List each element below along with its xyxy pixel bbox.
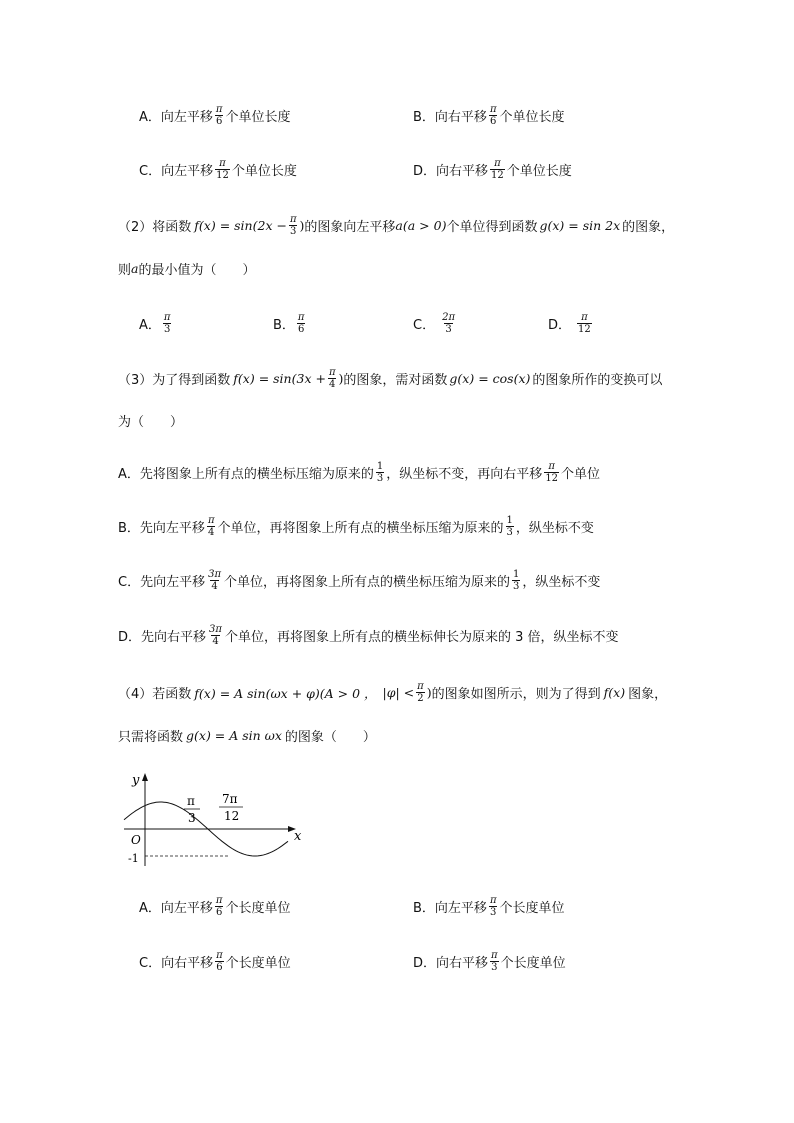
stem-text: 个单位得到函数 xyxy=(446,220,538,235)
q4-option-a[interactable] xyxy=(139,895,291,918)
function-g: g(x) = A sin ωx xyxy=(186,728,282,743)
option-letter: A． xyxy=(118,467,140,482)
stem-text: 为（ ） xyxy=(118,415,184,430)
fraction: $\frac{\pi}{6}$ xyxy=(215,104,223,127)
fraction: $\frac{\pi}{3}$ xyxy=(163,312,171,335)
option-text: 个单位 xyxy=(561,467,601,482)
stem-text: 的图象如图所示，则为了得到 xyxy=(431,687,601,702)
tick2-num: 7π xyxy=(222,792,238,806)
option-text: 个单位，再将图象上所有点的横坐标伸长为原来的 3 倍，纵坐标不变 xyxy=(224,630,619,645)
option-letter: B． xyxy=(273,318,295,333)
q3-option-d[interactable] xyxy=(118,624,619,647)
stem-text: 为了得到函数 xyxy=(152,373,231,388)
stem-text: 的图象， xyxy=(622,220,675,235)
q1-option-d[interactable] xyxy=(413,158,572,181)
option-text: 个长度单位 xyxy=(500,956,566,971)
q1-option-a[interactable] xyxy=(139,104,291,127)
question-number: （2） xyxy=(118,220,153,235)
option-text: 向右平移 xyxy=(436,164,489,179)
fraction: $\frac{2\pi}{3}$ xyxy=(442,312,456,335)
question-number: （4） xyxy=(118,687,153,702)
option-text: 个单位长度 xyxy=(506,164,572,179)
option-text: 个长度单位 xyxy=(225,956,291,971)
stem-text: 的图象向左平移 xyxy=(304,220,396,235)
function-f: f(x) = sin(2x − xyxy=(194,218,287,233)
option-text: 先向左平移 xyxy=(139,521,205,536)
option-text: ，纵坐标不变 xyxy=(515,521,594,536)
stem-text: 则 xyxy=(118,263,132,278)
stem-text: 的图象所作的变换可以 xyxy=(532,373,663,388)
option-text: 个长度单位 xyxy=(225,901,291,916)
stem-text: 图象， xyxy=(628,687,668,702)
y-label: y xyxy=(132,773,140,788)
q2-option-d[interactable] xyxy=(548,312,594,335)
q4-stem-line2 xyxy=(118,726,376,745)
variable-a: a xyxy=(131,261,139,276)
fraction: $\frac{3\pi}{4}$ xyxy=(208,569,222,592)
fraction: $\frac{\pi}{3}$ xyxy=(289,214,297,237)
option-text: 向右平移 xyxy=(434,110,487,125)
fraction: $\frac{1}{3}$ xyxy=(506,515,513,538)
q2-stem-line2 xyxy=(118,259,255,278)
q3-option-a[interactable] xyxy=(118,461,600,484)
q1-option-b[interactable] xyxy=(413,104,565,127)
option-letter: B． xyxy=(413,110,435,125)
option-text: ，纵坐标不变，再向右平移 xyxy=(386,467,543,482)
option-letter: A． xyxy=(139,318,161,333)
fraction: $\frac{\pi}{4}$ xyxy=(328,367,336,390)
stem-text: 的图象（ ） xyxy=(284,730,376,745)
fraction: $\frac{1}{3}$ xyxy=(513,569,520,592)
tick2-den: 12 xyxy=(224,809,240,823)
q4-stem-line1 xyxy=(118,681,667,704)
fraction: $\frac{1}{3}$ xyxy=(376,461,384,484)
option-text: 先将图象上所有点的横坐标压缩为原来的 xyxy=(139,467,374,482)
stem-text: 若函数 xyxy=(152,687,192,702)
stem-text: 将函数 xyxy=(152,220,192,235)
stem-text: 只需将函数 xyxy=(118,730,184,745)
y-axis-arrow xyxy=(142,773,148,781)
phi-condition: |φ| < xyxy=(382,685,415,700)
fraction: $\frac{3\pi}{4}$ xyxy=(209,624,222,647)
option-letter: C． xyxy=(413,318,436,333)
fraction: $\frac{\pi}{3}$ xyxy=(491,950,498,973)
function-f: f(x) = sin(3x + xyxy=(233,371,326,386)
q3-option-b[interactable] xyxy=(118,515,594,538)
option-text: ，纵坐标不变 xyxy=(522,575,601,590)
q4-option-b[interactable] xyxy=(413,895,565,918)
fraction: $\frac{\pi}{12}$ xyxy=(545,461,559,484)
option-letter: C． xyxy=(118,575,141,590)
stem-text: 的图象，需对函数 xyxy=(343,373,448,388)
option-text: 个单位长度 xyxy=(231,164,297,179)
fraction: $\frac{\pi}{6}$ xyxy=(297,312,305,335)
fraction: $\frac{\pi}{6}$ xyxy=(489,104,497,127)
a-condition: a(a > 0) xyxy=(395,218,447,233)
q4-option-d[interactable] xyxy=(413,950,566,973)
option-letter: D． xyxy=(548,318,572,333)
fraction: $\frac{\pi}{12}$ xyxy=(491,158,504,181)
option-text: 向左平移 xyxy=(160,110,213,125)
option-letter: A． xyxy=(139,110,161,125)
q4-option-c[interactable] xyxy=(139,950,291,973)
q2-option-c[interactable] xyxy=(413,312,458,335)
fraction: $\frac{\pi}{4}$ xyxy=(207,515,215,538)
function-f-ref: f(x) xyxy=(603,685,626,700)
min-label: -1 xyxy=(128,852,139,865)
q1-option-c[interactable] xyxy=(139,158,297,181)
option-letter: D． xyxy=(413,164,437,179)
option-letter: D． xyxy=(413,956,437,971)
q3-stem-line1 xyxy=(118,367,662,390)
q3-option-c[interactable] xyxy=(118,569,600,592)
stem-text: 的最小值为（ ） xyxy=(138,263,256,278)
option-text: 个单位，再将图象上所有点的横坐标压缩为原来的 xyxy=(224,575,511,590)
function-g: g(x) = sin 2x xyxy=(539,218,621,233)
option-text: 向右平移 xyxy=(436,956,489,971)
fraction: $\frac{\pi}{6}$ xyxy=(216,950,223,973)
tick1-num: π xyxy=(187,794,195,808)
function-g: g(x) = cos(x) xyxy=(449,371,531,386)
option-text: 向左平移 xyxy=(434,901,487,916)
option-text: 个长度单位 xyxy=(499,901,565,916)
q2-option-b[interactable] xyxy=(273,312,308,335)
option-text: 个单位长度 xyxy=(499,110,565,125)
option-text: 向左平移 xyxy=(161,164,214,179)
paren: ) xyxy=(299,218,305,233)
option-text: 先向右平移 xyxy=(141,630,207,645)
tick1-den: 3 xyxy=(188,811,196,825)
option-letter: C． xyxy=(139,956,162,971)
option-letter: C． xyxy=(139,164,162,179)
paren: ) xyxy=(338,371,344,386)
option-text: 个单位，再将图象上所有点的横坐标压缩为原来的 xyxy=(217,521,504,536)
sine-graph xyxy=(118,770,318,870)
option-letter: A． xyxy=(139,901,161,916)
fraction: $\frac{\pi}{6}$ xyxy=(215,895,223,918)
question-number: （3） xyxy=(118,373,153,388)
paren: ) xyxy=(426,685,432,700)
fraction: $\frac{\pi}{12}$ xyxy=(578,312,591,335)
x-label: x xyxy=(294,829,302,844)
option-text: 先向左平移 xyxy=(140,575,206,590)
option-letter: B． xyxy=(118,521,140,536)
option-letter: B． xyxy=(413,901,435,916)
q3-stem-line2 xyxy=(118,411,183,430)
fraction: $\frac{\pi}{3}$ xyxy=(489,895,497,918)
option-text: 个单位长度 xyxy=(225,110,291,125)
q2-option-a[interactable] xyxy=(139,312,173,335)
function-f: f(x) = A sin(ωx + φ)(A > 0 ， xyxy=(194,685,377,701)
option-text: 向左平移 xyxy=(160,901,213,916)
q2-stem-line1 xyxy=(118,214,674,237)
fraction: $\frac{\pi}{12}$ xyxy=(216,158,229,181)
option-text: 向右平移 xyxy=(161,956,214,971)
origin-label: O xyxy=(131,833,141,847)
option-letter: D． xyxy=(118,630,142,645)
fraction: $\frac{\pi}{2}$ xyxy=(417,681,424,704)
